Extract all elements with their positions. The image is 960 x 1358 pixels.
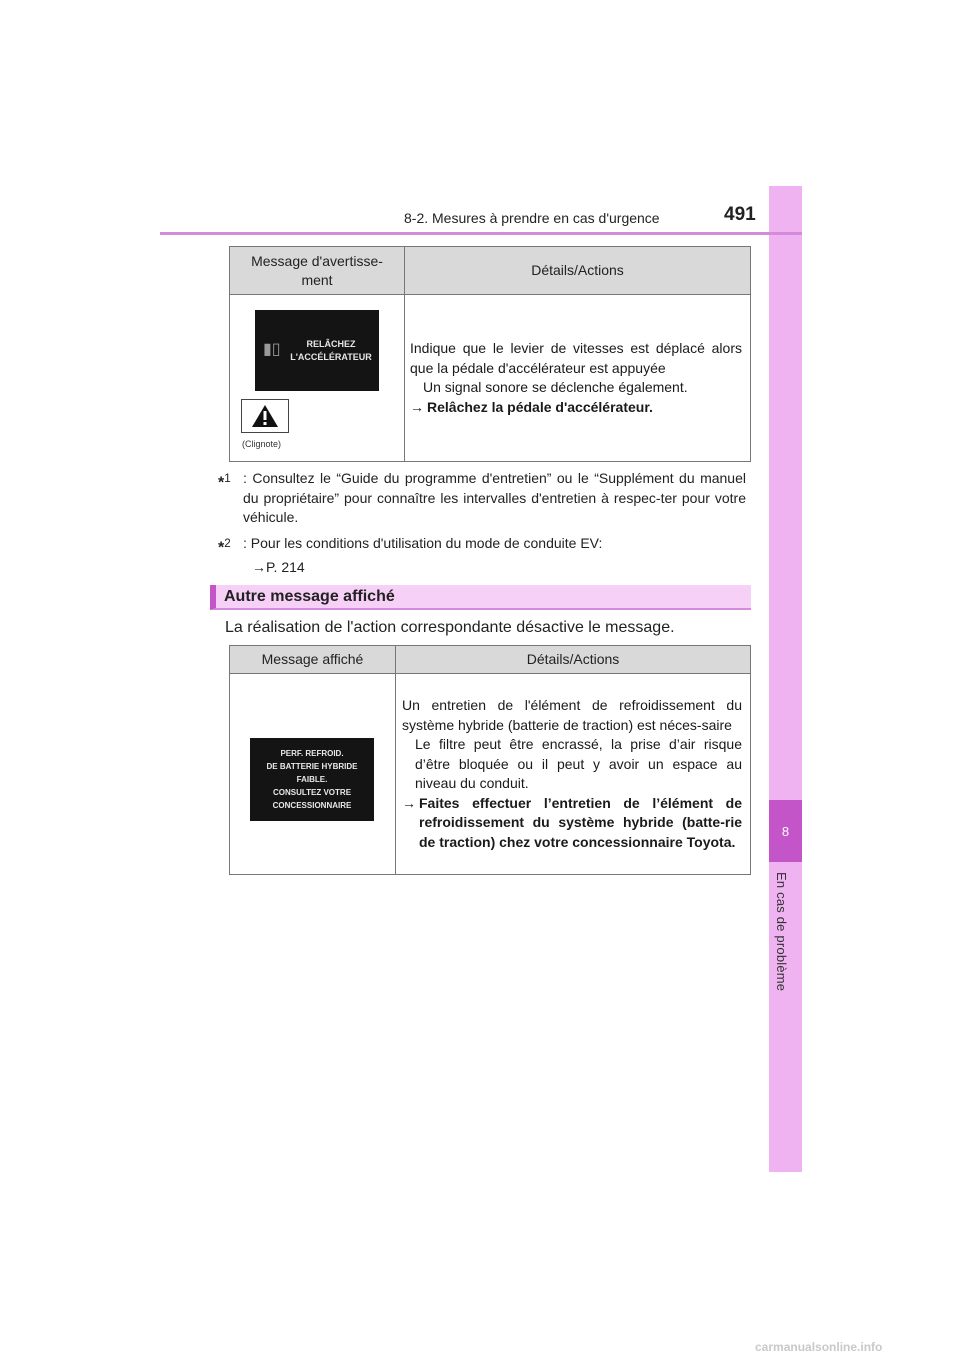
chapter-label: En cas de problème xyxy=(774,872,789,992)
detail-action xyxy=(410,398,742,418)
detail-note: Un signal sonore se déclenche également. xyxy=(423,379,688,395)
screen-text-line: DE BATTERIE HYBRIDE xyxy=(266,762,358,771)
footnote-text: : Pour les conditions d'utilisation du mode de conduite EV: xyxy=(243,535,603,551)
section-header: 8-2. Mesures à prendre en cas d'urgence xyxy=(404,210,660,226)
details-cell xyxy=(405,295,751,462)
screen-text-line: RELÂCHEZ xyxy=(306,338,356,349)
message-cell xyxy=(230,674,396,875)
page-reference-link[interactable]: P. 214 xyxy=(266,559,305,576)
arrow-right-icon: → xyxy=(402,794,416,811)
footnote-marker: *$^1$ xyxy=(218,472,231,492)
screen-text-line: FAIBLE. xyxy=(296,775,328,784)
other-message-table xyxy=(229,645,751,875)
display-screen-image xyxy=(250,738,374,821)
warning-triangle-icon xyxy=(241,399,289,433)
footnote-marker: *$^2$ xyxy=(218,537,231,557)
footnote-2 xyxy=(218,534,746,578)
header-divider xyxy=(160,232,802,235)
table-header-row xyxy=(230,646,751,674)
arrow-right-icon: → xyxy=(252,559,266,576)
footnote-1 xyxy=(218,469,746,528)
table-row xyxy=(230,674,751,875)
screen-text-line: CONSULTEZ VOTRE xyxy=(272,788,352,797)
action-text: Faites effectuer l’entretien de l’élément de refroidissement du système hybride (batte-rie de traction) chez votre concessionnaire Toyota. xyxy=(419,794,742,850)
page-reference[interactable] xyxy=(218,558,746,578)
detail-description: Indique que le levier de vitesses est déplacé alors que la pédale d'accélérateur est appuyée xyxy=(410,340,742,376)
section-intro: La réalisation de l'action correspondante désactive le message. xyxy=(225,619,675,636)
footnote-text: : Consultez le “Guide du programme d'entretien” ou le “Supplément du manuel du propriétaire” pour connaître les intervalles d'entretien à respec-ter pour votre véhicule. xyxy=(243,470,746,525)
screen-text-line: L'ACCÉLÉRATEUR xyxy=(290,351,372,362)
warning-message-table xyxy=(229,246,751,462)
column-header-message: Message affiché xyxy=(230,646,396,674)
arrow-right-icon: → xyxy=(410,398,424,415)
watermark: carmanualsonline.info xyxy=(755,1340,883,1354)
chapter-side-tab xyxy=(769,186,802,1172)
column-header-details: Détails/Actions xyxy=(405,247,751,295)
screen-text-line: PERF. REFROID. xyxy=(280,749,344,758)
detail-action xyxy=(402,794,742,853)
action-text: Relâchez la pédale d'accélérateur. xyxy=(427,398,653,415)
screen-text-line: CONCESSIONNAIRE xyxy=(272,801,352,810)
detail-note: Le filtre peut être encrassé, la prise d’air risque d’être bloquée ou il peut y avoir un espace au niveau du conduit. xyxy=(415,736,742,791)
column-header-details: Détails/Actions xyxy=(396,646,751,674)
table-row xyxy=(230,295,751,462)
display-screen-image xyxy=(255,310,379,391)
flash-label: (Clignote) xyxy=(242,439,282,449)
detail-description: Un entretien de l'élément de refroidissement du système hybride (batterie de traction) est néces-saire xyxy=(402,697,742,733)
column-header-message: Message d'avertisse-ment xyxy=(230,247,405,295)
section-title: Autre message affiché xyxy=(210,585,751,610)
message-cell xyxy=(230,295,405,462)
page-number: 491 xyxy=(724,204,756,225)
table-header-row xyxy=(230,247,751,295)
details-cell xyxy=(396,674,751,875)
chapter-number: 8 xyxy=(769,800,802,862)
shift-lever-icon: ▮▯ xyxy=(263,341,281,358)
